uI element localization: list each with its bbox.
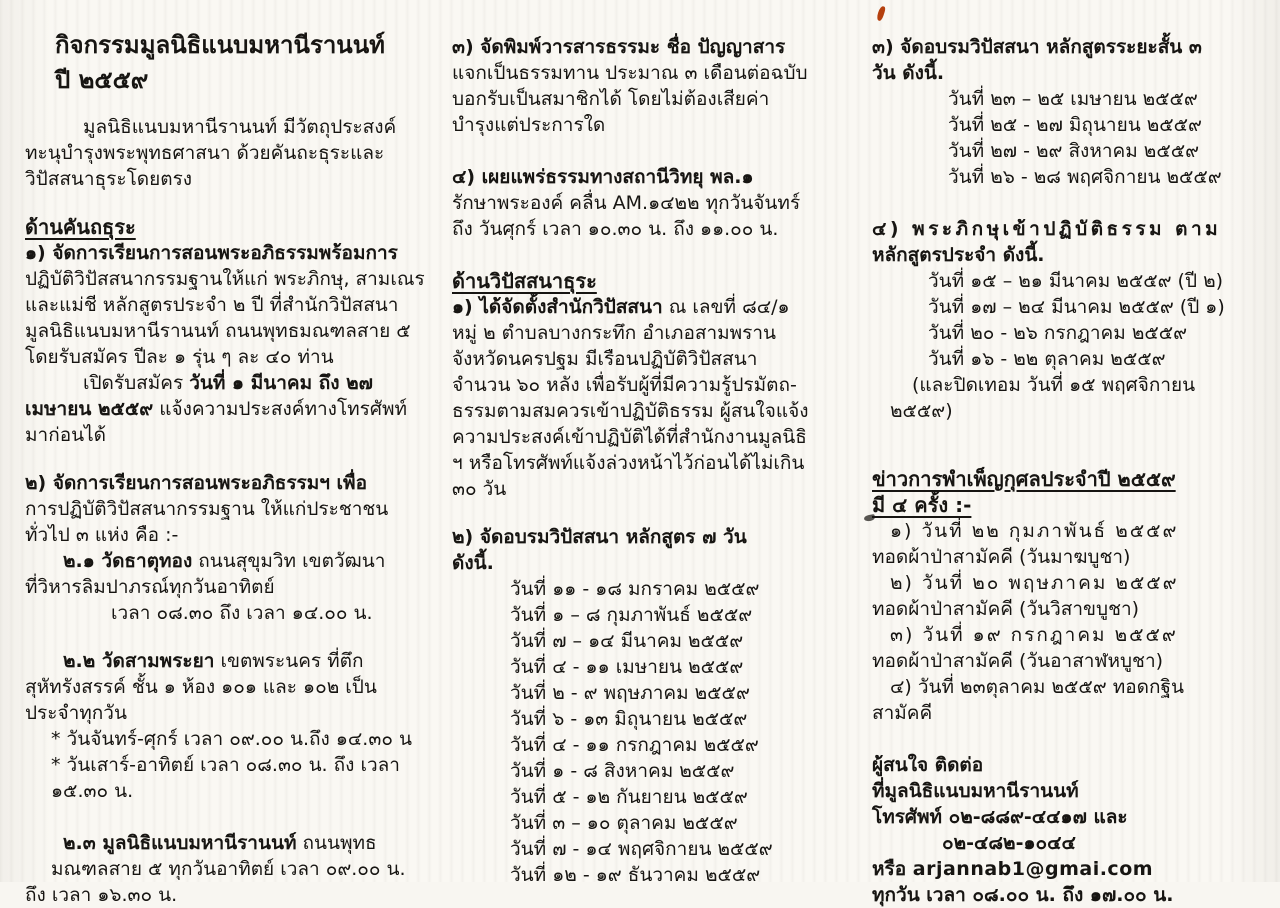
item3-line: แจกเป็นธรรมทาน ประมาณ ๓ เดือนต่อฉบับ [452, 62, 808, 84]
vip-item2-title: ๒) จัดอบรมวิปัสสนา หลักสูตร ๗ วัน [452, 526, 747, 548]
venue3-detail: ถนนพุทธ [296, 832, 377, 854]
merit-event-line: ๔) วันที่ ๒๓ตุลาคม ๒๕๕๙ ทอดกฐิน [890, 676, 1184, 698]
venue3-line: ถึง เวลา ๑๖.๓๐ น. [25, 884, 178, 906]
vip-item1-line: ความประสงค์เข้าปฏิบัติได้ที่สำนักงานมูลนิธิ [452, 426, 807, 448]
column-middle [452, 0, 860, 886]
vip-item1-line: หมู่ ๒ ตำบลบางกระทึก อำเภอสามพราน [452, 322, 777, 344]
item3-line: บอกรับเป็นสมาชิกได้ โดยไม่ต้องเสียค่า [452, 88, 770, 110]
email-line [872, 856, 1270, 882]
merit-event-line: ๒) วันที่ ๒๐ พฤษภาคม ๒๕๕๙ [890, 572, 1179, 594]
venue1-time: เวลา ๐๘.๓๐ ถึง เวลา ๑๔.๐๐ น. [111, 602, 373, 624]
venue1-detail: ถนนสุขุมวิท เขตวัฒนา [192, 550, 386, 572]
intro-line: วิปัสสนาธุระโดยตรง [25, 168, 193, 190]
retreat-note-line: (และปิดเทอม วันที่ ๑๕ พฤศจิกายน [912, 374, 1196, 396]
venue3-line: มณฑลสาย ๕ ทุกวันอาทิตย์ เวลา ๐๙.๐๐ น. [51, 858, 406, 880]
course-date-line: วันที่ ๗ - ๑๔ พฤศจิกายน ๒๕๕๙ [510, 838, 773, 860]
vip-item1-line: ธรรมตามสมควรเข้าปฏิบัติธรรม ผู้สนใจแจ้ง [452, 400, 809, 422]
monk-retreat-dates [872, 268, 1270, 372]
course-date-line: วันที่ ๗ – ๑๔ มีนาคม ๒๕๕๙ [510, 630, 744, 652]
phone-line: โทรศัพท์ ๐๒-๘๘๙-๔๔๑๗ และ [872, 806, 1128, 828]
contact-line: ที่มูลนิธิแนบมหานีรานนท์ [872, 780, 1079, 802]
vip1-bold: ๑) ได้จัดตั้งสำนักวิปัสสนา [452, 296, 663, 318]
item2-line: ทั่วไป ๓ แห่ง คือ :- [25, 524, 179, 546]
page-title-line1: กิจกรรมมูลนิธิแนบมหานีรานนท์ [55, 31, 385, 59]
merit-news-heading: ข่าวการพำเพ็ญกุศลประจำปี ๒๕๕๙ [872, 467, 1176, 491]
item3-line: บำรุงแต่ประการใด [452, 114, 606, 136]
merit-event-line: ทอดผ้าป่าสามัคคี (วันวิสาขบูชา) [872, 598, 1140, 620]
contact-line: ผู้สนใจ ติดต่อ [872, 754, 984, 776]
venue1-name: ๒.๑ วัดธาตุทอง [63, 550, 193, 572]
merit-event-line: ทอดผ้าป่าสามัคคี (วันอาสาฬหบูชา) [872, 650, 1164, 672]
item1-line: และแม่ชี หลักสูตรประจำ ๒ ปี ที่สำนักวิปัสสนา [25, 294, 399, 316]
email-prefix: หรือ [872, 858, 913, 880]
merit-event-line: ๓) วันที่ ๑๙ กรกฎาคม ๒๕๕๙ [890, 624, 1178, 646]
phone-line: ๐๒-๔๘๒-๑๐๔๔ [942, 832, 1076, 854]
venue2-time: * วันเสาร์-อาทิตย์ เวลา ๐๘.๓๐ น. ถึง เวลา [51, 754, 400, 776]
column-right [872, 0, 1270, 906]
email-address: arjannab1@gmai.com [912, 858, 1154, 880]
item2-line: ๒) จัดการเรียนการสอนพระอภิธรรมฯ เพื่อ [25, 472, 367, 494]
course-date-line: วันที่ ๕ - ๑๒ กันยายน ๒๕๕๙ [510, 786, 748, 808]
course-date-line: วันที่ ๒๓ – ๒๕ เมษายน ๒๕๕๙ [948, 88, 1198, 110]
apply-dates-bold: วันที่ ๑ มีนาคม ถึง ๒๗ [189, 372, 373, 394]
intro-line: ทะนุบำรุงพระพุทธศาสนา ด้วยคันถะธุระและ [25, 142, 385, 164]
venue2-line: ประจำทุกวัน [25, 702, 127, 724]
short-course-dates [872, 86, 1270, 190]
course-date-line: วันที่ ๔ - ๑๑ กรกฎาคม ๒๕๕๙ [510, 734, 759, 756]
apply-dates-bold: เมษายน ๒๕๕๙ [25, 398, 154, 420]
intro-line: มูลนิธิแนบมหานีรานนท์ มีวัตถุประสงค์ [83, 116, 397, 138]
course-date-line: วันที่ ๑๕ – ๒๑ มีนาคม ๒๕๕๙ (ปี ๒) [928, 270, 1224, 292]
merit-news-heading: มี ๔ ครั้ง :- [872, 493, 972, 517]
item1-line: โดยรับสมัคร ปีละ ๑ รุ่น ๆ ละ ๔๐ ท่าน [25, 346, 334, 368]
office-hours-line: ทุกวัน เวลา ๐๘.๐๐ น. ถึง ๑๗.๐๐ น. [872, 884, 1174, 906]
column-left [25, 0, 440, 906]
venue1-line [25, 548, 440, 574]
vip-item1-line: จำนวน ๖๐ หลัง เพื่อรับผู้ที่มีความรู้ปรมัตถ- [452, 374, 797, 396]
section-heading-gantha: ด้านคันถธุระ [25, 215, 136, 239]
vip-item2-title: ดังนี้. [452, 552, 494, 574]
application-period-line: มาก่อนได้ [25, 424, 106, 446]
vip-item4-title: ๔) พระภิกษุเข้าปฏิบัติธรรม ตาม [872, 218, 1222, 240]
vip-item3-title: ๓) จัดอบรมวิปัสสนา หลักสูตรระยะสั้น ๓ [872, 36, 1202, 58]
venue3-name: ๒.๓ มูลนิธิแนบมหานีรานนท์ [63, 832, 297, 854]
merit-event-line: สามัคคี [872, 702, 933, 724]
retreat-note-line: ๒๕๕๙) [890, 400, 953, 422]
venue2-name: ๒.๒ วัดสามพระยา [63, 650, 215, 672]
course-date-line: วันที่ ๑๖ - ๒๒ ตุลาคม ๒๕๕๙ [928, 348, 1166, 370]
course-date-line: วันที่ ๔ - ๑๑ เมษายน ๒๕๕๙ [510, 656, 744, 678]
vip-item1-line: ๓๐ วัน [452, 478, 507, 500]
venue2-time: ๑๕.๓๐ น. [51, 780, 134, 802]
section-heading-vipassana: ด้านวิปัสสนาธุระ [452, 269, 597, 293]
course-date-line: วันที่ ๓ – ๑๐ ตุลาคม ๒๕๕๙ [510, 812, 738, 834]
vip1-rest: ณ เลขที่ ๘๔/๑ [662, 296, 790, 318]
item2-line: การปฏิบัติวิปัสสนากรรมฐาน ให้แก่ประชาชน [25, 498, 389, 520]
item4-line: รักษาพระองค์ คลื่น AM.๑๔๒๒ ทุกวันจันทร์ [452, 192, 801, 214]
page-title-line2: ปี ๒๕๕๙ [55, 66, 149, 94]
merit-event-line: ทอดผ้าป่าสามัคคี (วันมาฆบูชา) [872, 546, 1131, 568]
course-date-line: วันที่ ๒ - ๙ พฤษภาคม ๒๕๕๙ [510, 682, 750, 704]
vip-item1-line [452, 294, 860, 320]
apply-rest: แจ้งความประสงค์ทางโทรศัพท์ [153, 398, 407, 420]
course-date-line: วันที่ ๒๐ - ๒๖ กรกฎาคม ๒๕๕๙ [928, 322, 1188, 344]
merit-event-line: ๑) วันที่ ๒๒ กุมภาพันธ์ ๒๕๕๙ [890, 520, 1179, 542]
vip-item1-line: จังหวัดนครปฐม มีเรือนปฏิบัติวิปัสสนา [452, 348, 758, 370]
course-date-line: วันที่ ๑๑ - ๑๘ มกราคม ๒๕๕๙ [510, 578, 760, 600]
item4-line: ๔) เผยแพร่ธรรมทางสถานีวิทยุ พล.๑ [452, 166, 754, 188]
item1-line: มูลนิธิแนบมหานีรานนท์ ถนนพุทธมณฑลสาย ๕ [25, 320, 411, 342]
venue2-time: * วันจันทร์-ศุกร์ เวลา ๐๙.๐๐ น.ถึง ๑๔.๓๐ น [51, 728, 412, 750]
venue3-line [25, 830, 440, 856]
course-date-line: วันที่ ๑ - ๘ สิงหาคม ๒๕๕๙ [510, 760, 735, 782]
vip-item1-line: ฯ หรือโทรศัพท์แจ้งล่วงหน้าไว้ก่อนได้ไม่เกิน [452, 452, 805, 474]
item3-line: ๓) จัดพิมพ์วารสารธรรมะ ชื่อ ปัญญาสาร [452, 36, 786, 58]
venue2-line [25, 648, 440, 674]
course-date-line: วันที่ ๑๒ - ๑๙ ธันวาคม ๒๕๕๙ [510, 864, 761, 886]
item4-line: ถึง วันศุกร์ เวลา ๑๐.๓๐ น. ถึง ๑๑.๐๐ น. [452, 218, 779, 240]
venue1-line: ที่วิหารลิมปาภรณ์ทุกวันอาทิตย์ [25, 576, 275, 598]
application-period-line [25, 370, 440, 396]
course-date-line: วันที่ ๒๗ - ๒๙ สิงหาคม ๒๕๕๙ [948, 140, 1199, 162]
course-date-line: วันที่ ๒๖ - ๒๘ พฤศจิกายน ๒๕๕๙ [948, 166, 1222, 188]
course-date-line: วันที่ ๑ – ๘ กุมภาพันธ์ ๒๕๕๙ [510, 604, 753, 626]
venue2-detail: เขตพระนคร ที่ตึก [214, 650, 364, 672]
venue2-line: สุหัทรังสรรค์ ชั้น ๑ ห้อง ๑๐๑ และ ๑๐๒ เป็น [25, 676, 377, 698]
vip-item4-title: หลักสูตรประจำ ดังนี้. [872, 244, 1045, 266]
seven-day-course-dates [452, 576, 860, 888]
item1-line: ปฏิบัติวิปัสสนากรรมฐานให้แก่ พระภิกษุ, สามเณร [25, 268, 425, 290]
course-date-line: วันที่ ๑๗ – ๒๔ มีนาคม ๒๕๕๙ (ปี ๑) [928, 296, 1225, 318]
application-period-line [25, 396, 440, 422]
course-date-line: วันที่ ๖ - ๑๓ มิถุนายน ๒๕๕๙ [510, 708, 748, 730]
item1-line: ๑) จัดการเรียนการสอนพระอภิธรรมพร้อมการ [25, 242, 398, 264]
apply-prefix: เปิดรับสมัคร [83, 372, 190, 394]
vip-item3-title: วัน ดังนี้. [872, 62, 945, 84]
course-date-line: วันที่ ๒๕ - ๒๗ มิถุนายน ๒๕๕๙ [948, 114, 1202, 136]
